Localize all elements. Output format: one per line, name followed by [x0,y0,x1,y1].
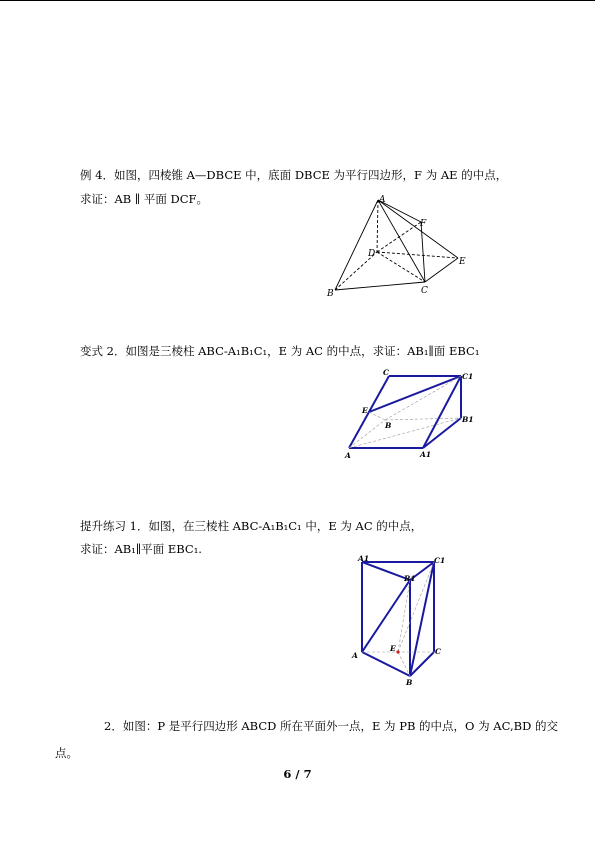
label-c: C [421,286,428,296]
label-a: A [352,651,358,660]
question2-statement: 2．如图：P 是平行四边形 ABCD 所在平面外一点，E 为 PB 的中点，O 为 AC,BD 的交 [104,719,558,733]
label-c: C [383,368,389,377]
top-border [0,0,595,1]
label-e: E [390,644,396,653]
label-b1: B1 [404,574,416,583]
label-b: B [385,421,392,430]
label-c: C [435,647,441,656]
prism-figure-2 [348,552,448,687]
label-a1: A1 [420,450,432,459]
label-b: B [327,289,334,299]
label-b1: B1 [462,415,474,424]
label-a: A [345,451,351,460]
label-d: D [368,249,376,259]
page-number: 6 / 7 [283,767,312,781]
practice1-statement: 提升练习 1．如图，在三棱柱 ABC-A₁B₁C₁ 中，E 为 AC 的中点， [80,519,423,533]
practice1-goal: 求证：AB₁∥平面 EBC₁. [80,542,202,556]
variant2-statement: 变式 2．如图是三棱柱 ABC-A₁B₁C₁，E 为 AC 的中点，求证：AB₁∥面 EBC₁ [80,344,480,358]
label-c1: C1 [434,556,446,565]
pyramid-figure [325,192,475,302]
question2-continuation: 点。 [55,746,78,760]
example4-goal: 求证：AB ∥ 平面 DCF。 [80,192,209,206]
label-c1: C1 [462,372,474,381]
label-e: E [362,406,368,415]
label-f: F [420,219,427,229]
label-b: B [406,678,413,687]
example4-statement: 例 4．如图，四棱锥 A—DBCE 中，底面 DBCE 为平行四边形，F 为 AE 的中点， [80,168,508,182]
label-a: A [379,195,386,205]
point-e-marker [396,650,399,653]
prism-figure-1 [343,368,478,460]
label-a1: A1 [358,554,370,563]
label-e: E [459,257,466,267]
